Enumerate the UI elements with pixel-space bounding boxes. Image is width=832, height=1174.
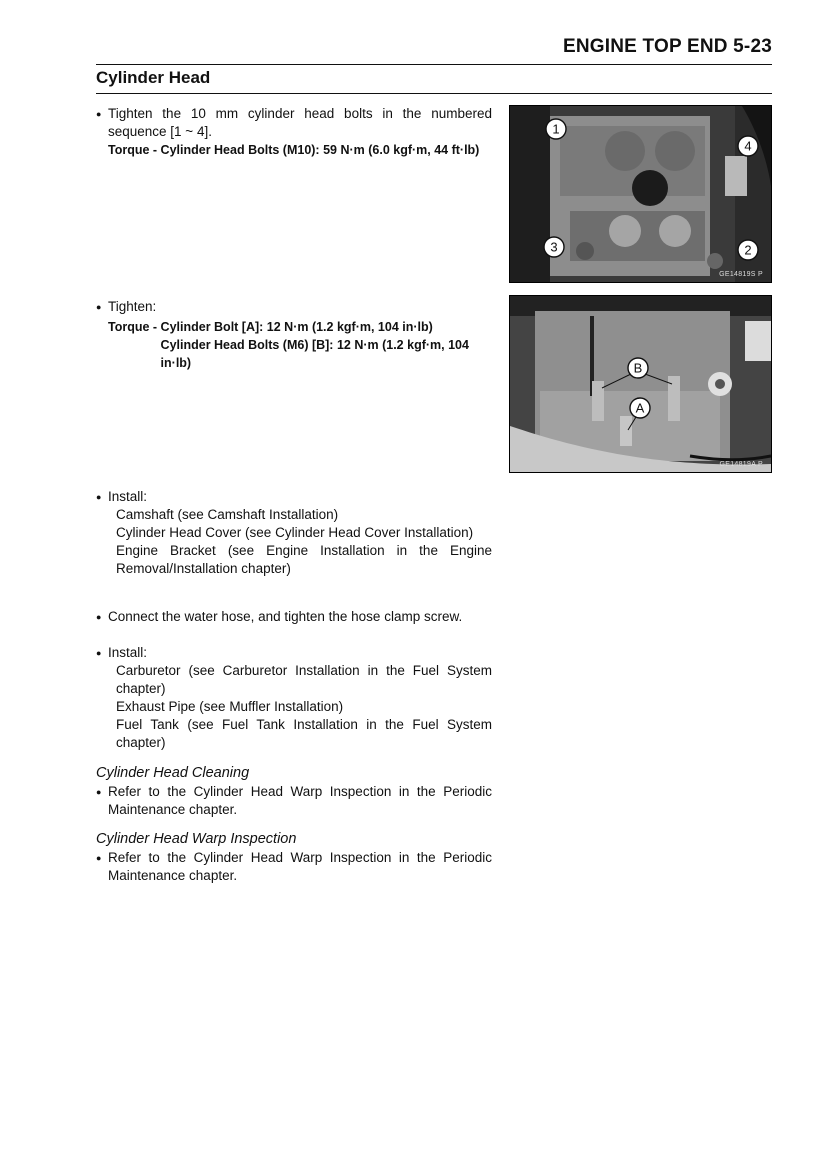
torque-value-b: Cylinder Head Bolts (M6) [B]: 12 N·m (1.2 kgf·m, 104 in·lb) [160, 338, 469, 370]
install-item: Cylinder Head Cover (see Cylinder Head Cover Installation) [116, 525, 474, 540]
block-tighten-cylinder-bolts [96, 298, 492, 372]
install-item: Exhaust Pipe (see Muffler Installation) [116, 699, 344, 714]
torque-value-a: Cylinder Bolt [A]: 12 N·m (1.2 kgf·m, 104 in·lb) [160, 320, 433, 334]
block-install-1 [96, 488, 492, 578]
bullet-item [96, 608, 492, 626]
bullet-item [96, 783, 492, 819]
install-item: Fuel Tank (see Fuel Tank Installation in the Fuel System chapter) [116, 717, 492, 750]
bullet-text: Install: [108, 489, 148, 504]
bullet-icon: ● [96, 612, 102, 622]
callout-1: 1 [552, 121, 560, 137]
bullet-item [96, 298, 492, 316]
running-title: ENGINE TOP END 5-23 [563, 36, 772, 57]
callout-a: A [635, 400, 645, 416]
callout-3: 3 [550, 239, 558, 255]
callout-b: B [633, 360, 643, 376]
cylinder-head-bolt-sequence-photo [509, 105, 772, 283]
bullet-icon: ● [96, 302, 102, 312]
block-install-2 [96, 644, 492, 752]
bullet-icon: ● [96, 109, 102, 119]
section-cylinder-head-warp-inspection [96, 829, 492, 885]
section-rule [96, 93, 772, 94]
bullet-icon: ● [96, 492, 102, 502]
callout-4: 4 [744, 138, 752, 154]
callout-2: 2 [744, 242, 752, 258]
block-tighten-head-bolts [96, 105, 492, 159]
page-header [96, 36, 772, 66]
torque-spec [96, 318, 492, 372]
bullet-item [96, 488, 492, 506]
torque-label: Torque - [108, 143, 161, 157]
bullet-icon: ● [96, 853, 102, 863]
subsection-heading: Cylinder Head Cleaning [96, 765, 250, 781]
torque-spec [96, 141, 492, 159]
section-title: Cylinder Head [96, 68, 211, 87]
photo-code: GE14819S P [719, 271, 763, 278]
torque-label: Torque - [108, 320, 161, 334]
bullet-text: Connect the water hose, and tighten the hose clamp screw. [108, 609, 463, 624]
engine-photo-illustration [510, 106, 771, 282]
bullet-text: Install: [108, 645, 148, 660]
bullet-icon: ● [96, 787, 102, 797]
install-item: Engine Bracket (see Engine Installation in the Engine Removal/Installation chapter) [116, 543, 492, 576]
torque-value: Cylinder Head Bolts (M10): 59 N·m (6.0 kgf·m, 44 ft·lb) [160, 143, 480, 157]
bullet-text: Tighten the 10 mm cylinder head bolts in the numbered sequence [1 ~ 4]. [108, 106, 492, 139]
bullet-text: Tighten: [108, 299, 157, 314]
bullet-item [96, 105, 492, 141]
bullet-item [96, 849, 492, 885]
cylinder-bolts-photo [509, 295, 772, 473]
bullet-icon: ● [96, 648, 102, 658]
photo-code: GE14819A P [719, 461, 763, 468]
engine-photo-illustration [510, 296, 771, 472]
subsection-heading: Cylinder Head Warp Inspection [96, 831, 297, 847]
bullet-text: Refer to the Cylinder Head Warp Inspection in the Periodic Maintenance chapter. [108, 784, 492, 817]
bullet-item [96, 644, 492, 662]
install-item: Camshaft (see Camshaft Installation) [116, 507, 339, 522]
header-rule [96, 64, 772, 65]
block-connect-water-hose [96, 608, 492, 626]
section-cylinder-head-cleaning [96, 763, 492, 819]
install-item: Carburetor (see Carburetor Installation in the Fuel System chapter) [116, 663, 492, 696]
bullet-text: Refer to the Cylinder Head Warp Inspection in the Periodic Maintenance chapter. [108, 850, 492, 883]
